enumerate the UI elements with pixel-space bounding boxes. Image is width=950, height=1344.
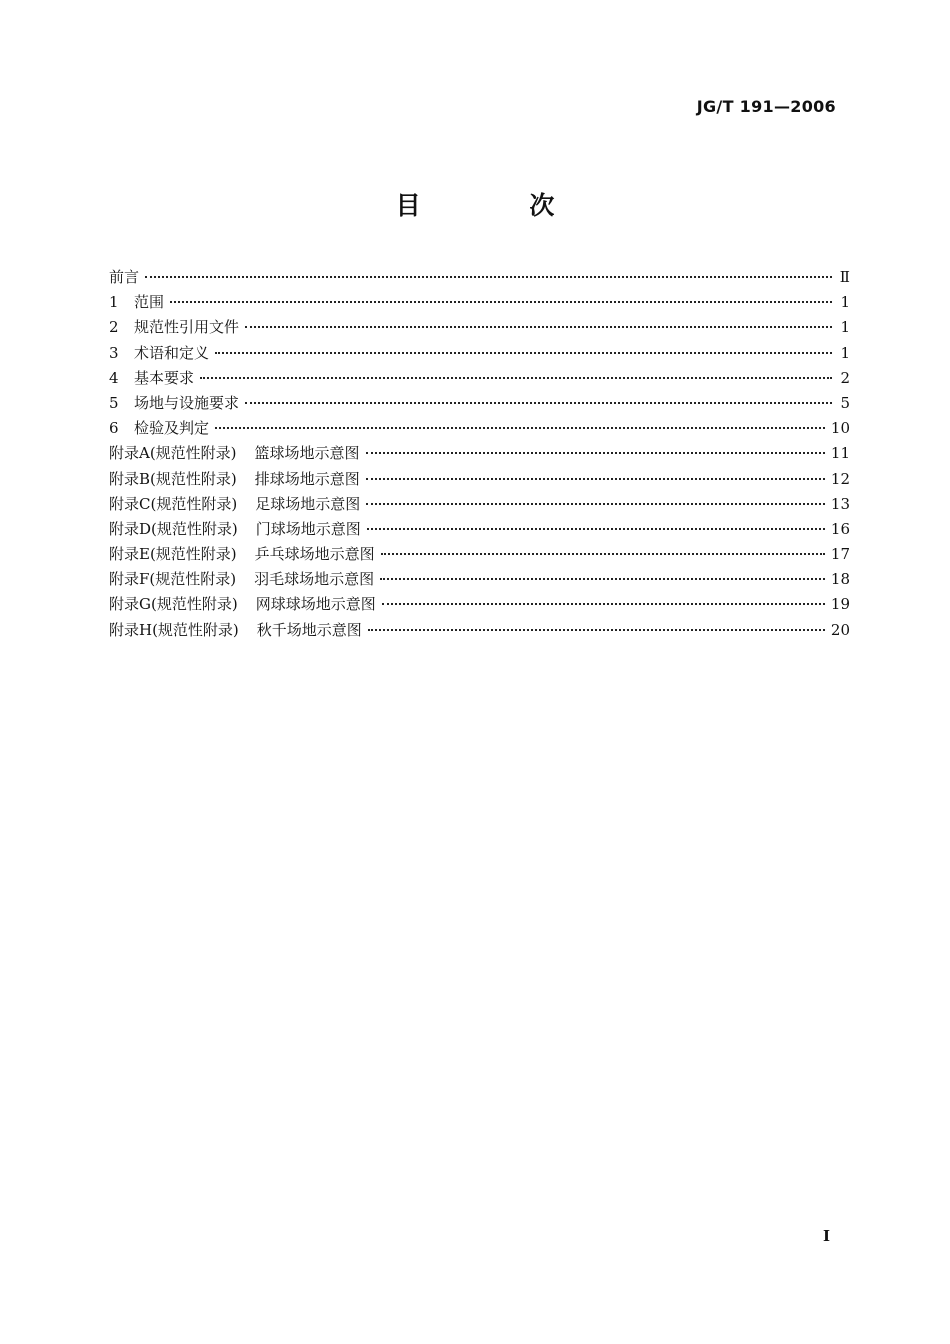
toc-entry-page: 19	[830, 595, 850, 614]
dot-leader	[366, 478, 825, 480]
toc-entry-label: 附录G(规范性附录)	[109, 595, 238, 614]
toc-entry-label: 场地与设施要求	[134, 393, 240, 412]
toc-entry-number: 4	[109, 368, 119, 387]
toc-entry-number: 5	[109, 393, 119, 412]
toc-entry[interactable]	[109, 315, 850, 340]
toc-entry-title: 秋千场地示意图	[256, 620, 362, 639]
toc-entry-page: 1	[840, 318, 850, 337]
toc-entry-label: 附录A(规范性附录)	[109, 444, 237, 463]
page-number: I	[822, 1227, 830, 1245]
toc-entry-page: 12	[830, 469, 850, 488]
standard-code: JG/T 191—2006	[696, 97, 836, 116]
toc-entry-title: 足球场地示意图	[255, 494, 361, 513]
toc-entry-page: 1	[840, 293, 850, 312]
toc-entry-number: 6	[109, 419, 119, 438]
toc-entry-number: 2	[109, 318, 119, 337]
toc-entry[interactable]	[109, 567, 850, 592]
toc-entry-label: 附录E(规范性附录)	[109, 545, 237, 564]
toc-entry-label: 基本要求	[134, 368, 195, 387]
toc-entry[interactable]	[109, 467, 850, 492]
toc-entry-title: 门球场地示意图	[255, 519, 361, 538]
toc-entry[interactable]	[109, 391, 850, 416]
dot-leader	[170, 301, 832, 303]
dot-leader	[381, 553, 825, 555]
toc-entry-page: 18	[830, 570, 850, 589]
toc-entry-title: 篮球场地示意图	[254, 444, 360, 463]
toc-entry-page: 16	[830, 519, 850, 538]
dot-leader	[382, 603, 825, 605]
toc-entry-label: 规范性引用文件	[134, 318, 240, 337]
toc-entry-page: 1	[840, 343, 850, 362]
toc-entry[interactable]	[109, 618, 850, 643]
dot-leader	[380, 578, 825, 580]
toc-entry-page: 5	[840, 393, 850, 412]
toc-entry-label: 附录B(规范性附录)	[109, 469, 237, 488]
table-of-contents	[109, 265, 850, 643]
dot-leader	[366, 503, 825, 505]
toc-entry[interactable]	[109, 492, 850, 517]
toc-title: 目 次	[395, 191, 605, 220]
dot-leader	[200, 377, 832, 379]
toc-entry[interactable]	[109, 517, 850, 542]
toc-entry-title: 网球球场地示意图	[255, 595, 376, 614]
toc-entry-page: 10	[830, 419, 850, 438]
toc-entry[interactable]	[109, 265, 850, 290]
dot-leader	[215, 427, 825, 429]
dot-leader	[366, 452, 825, 454]
toc-entry-label: 附录F(规范性附录)	[109, 570, 237, 589]
dot-leader	[368, 629, 825, 631]
toc-entry-label: 术语和定义	[134, 343, 210, 362]
toc-entry-label: 附录H(规范性附录)	[109, 620, 239, 639]
toc-entry-label: 附录C(规范性附录)	[109, 494, 238, 513]
toc-entry-number: 1	[109, 293, 119, 312]
toc-entry[interactable]	[109, 592, 850, 617]
toc-entry[interactable]	[109, 366, 850, 391]
dot-leader	[145, 276, 832, 278]
dot-leader	[245, 326, 832, 328]
toc-entry-label: 范围	[134, 293, 165, 312]
toc-entry[interactable]	[109, 290, 850, 315]
toc-entry-page: 2	[840, 368, 850, 387]
toc-entry-title: 乒乓球场地示意图	[254, 545, 375, 564]
toc-entry-page: 20	[830, 620, 850, 639]
toc-entry-page: 13	[830, 494, 850, 513]
dot-leader	[215, 352, 832, 354]
toc-entry[interactable]	[109, 441, 850, 466]
toc-entry-label: 检验及判定	[134, 419, 210, 438]
toc-entry-number: 3	[109, 343, 119, 362]
toc-entry-label: 附录D(规范性附录)	[109, 519, 238, 538]
dot-leader	[245, 402, 832, 404]
toc-entry-page: 17	[830, 545, 850, 564]
toc-entry-page: 11	[830, 444, 850, 463]
toc-entry[interactable]	[109, 416, 850, 441]
toc-entry-title: 排球场地示意图	[254, 469, 360, 488]
dot-leader	[367, 528, 825, 530]
toc-entry-label: 前言	[109, 268, 140, 286]
toc-entry[interactable]	[109, 341, 850, 366]
toc-entry-title: 羽毛球场地示意图	[254, 570, 375, 589]
toc-entry-page: Ⅱ	[839, 268, 850, 286]
toc-entry[interactable]	[109, 542, 850, 567]
